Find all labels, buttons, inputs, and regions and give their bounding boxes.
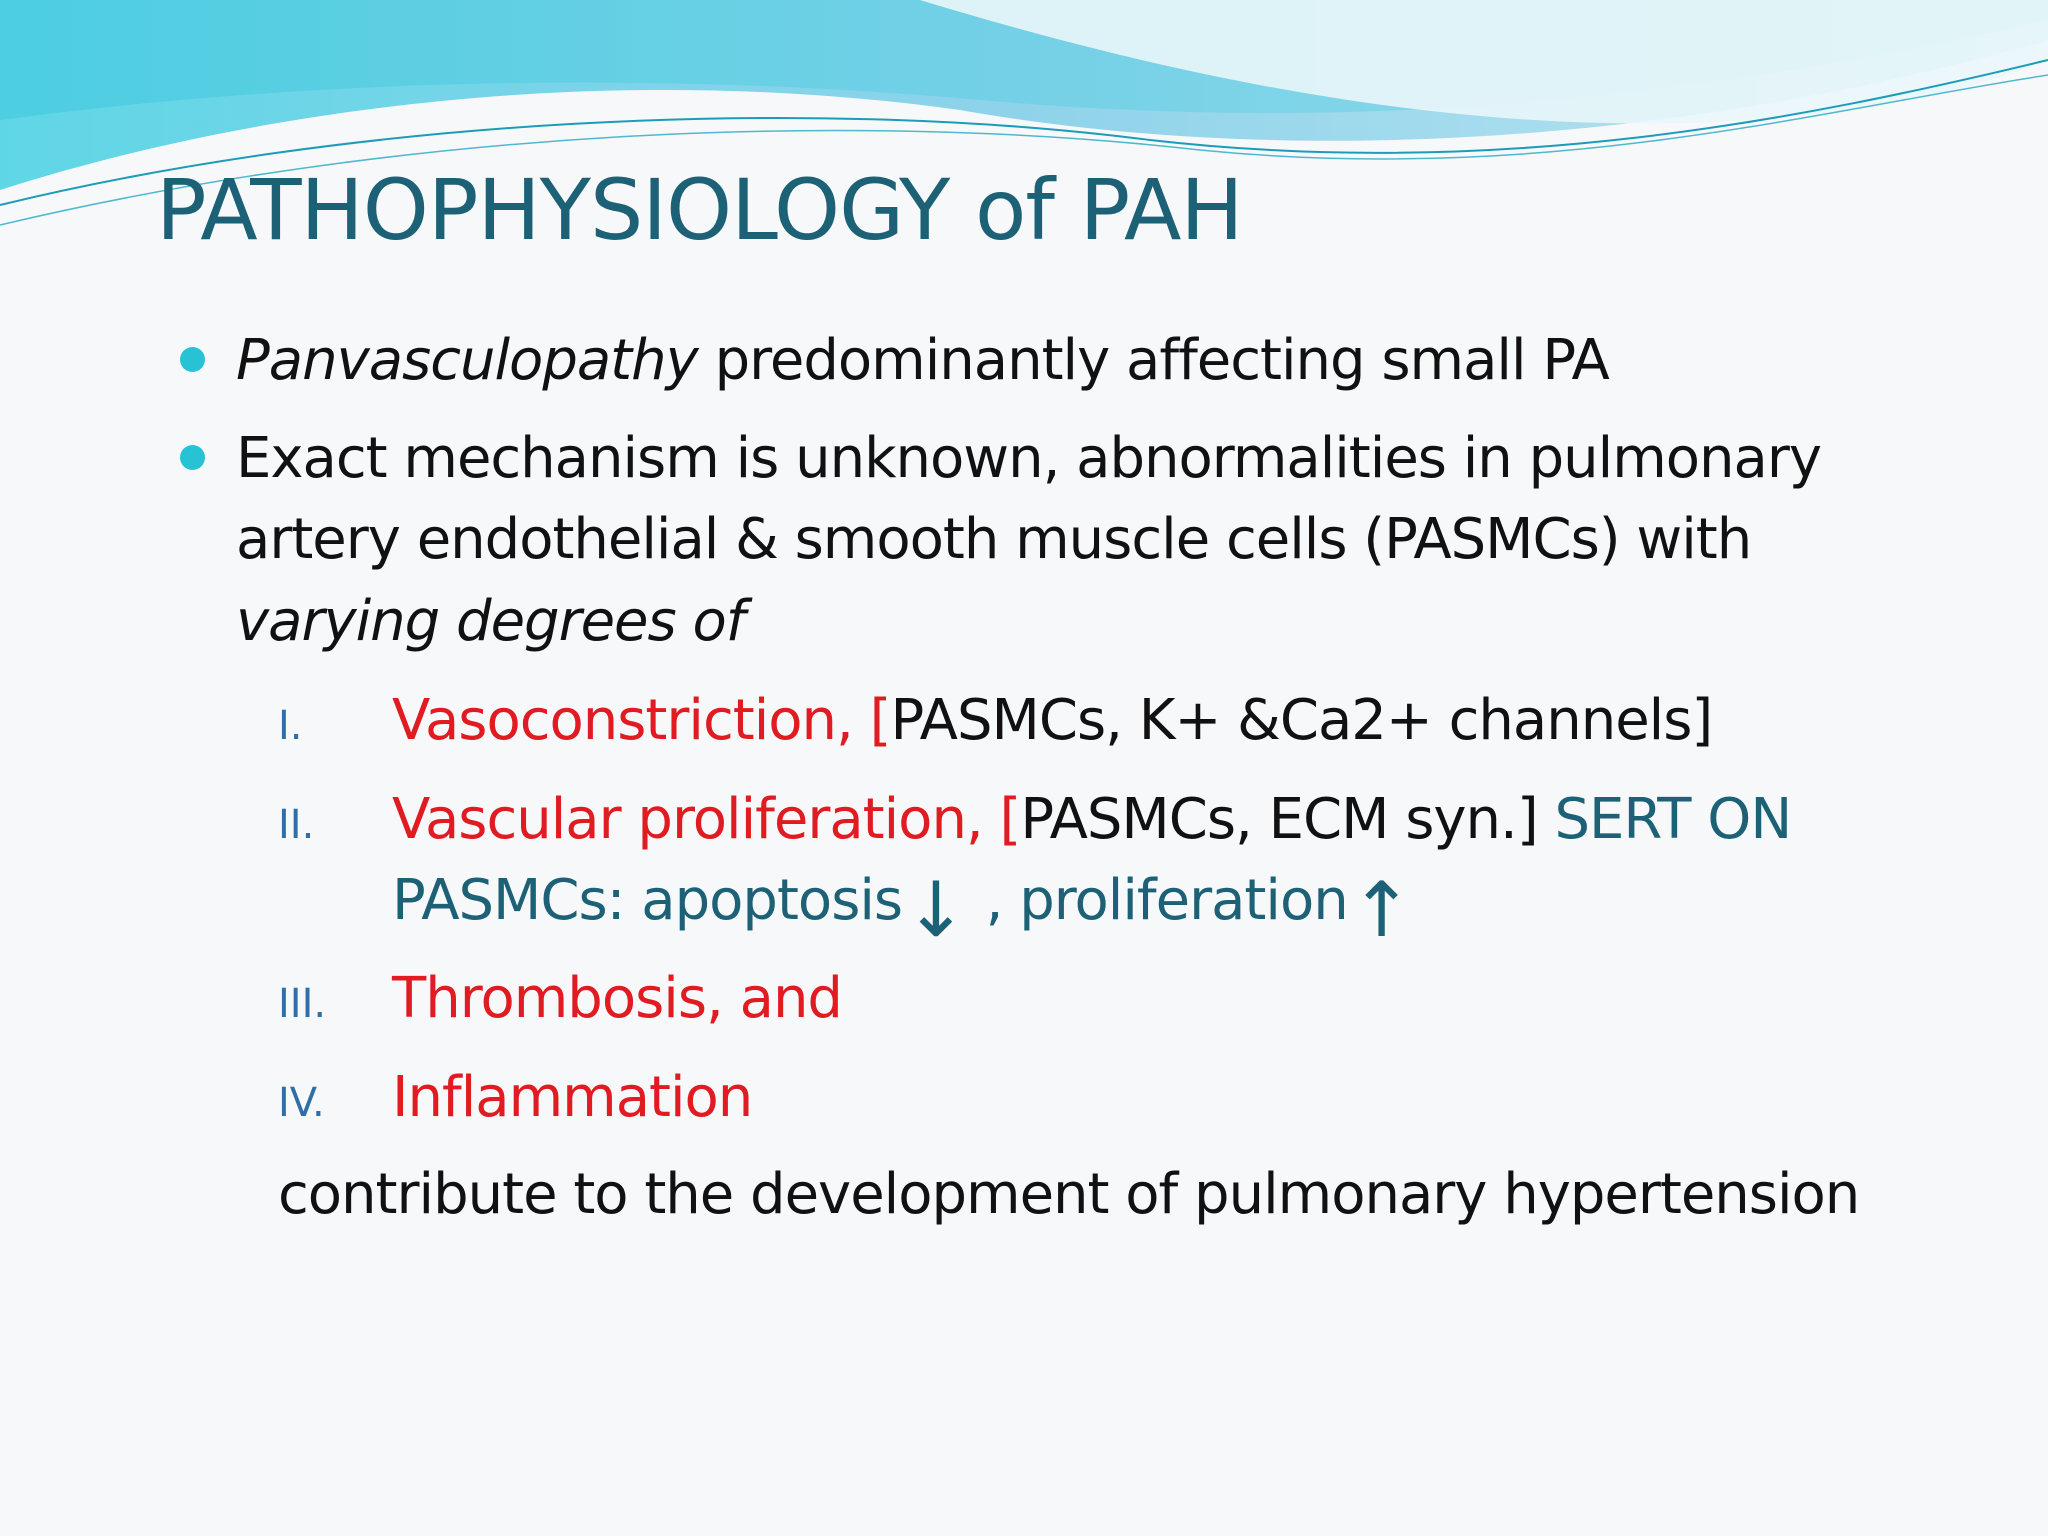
- arrow-down-icon: ↓: [904, 864, 967, 954]
- conclusion-text: contribute to the development of pulmonary hypertension: [278, 1162, 1860, 1227]
- sublist-numeral-1: I.: [278, 703, 303, 749]
- apoptosis-text: PASMCs: apoptosis: [392, 868, 903, 933]
- sublist-item-1: [392, 688, 1713, 753]
- bullet-item-1: [236, 328, 1609, 393]
- sublist-2-note-line-2: [392, 864, 1414, 954]
- sublist-2-note-line-1: SERT ON: [1554, 787, 1792, 852]
- bullet-2-emphasis: varying degrees of: [236, 589, 745, 654]
- bullet-2-line-3: [236, 589, 745, 654]
- sublist-numeral-3: III.: [278, 981, 327, 1027]
- arrow-up-icon: ↑: [1349, 864, 1413, 954]
- slide-title: PATHOPHYSIOLOGY of PAH: [156, 161, 1243, 259]
- bullet-2-line-1: Exact mechanism is unknown, abnormalities in pulmonary: [236, 426, 1821, 491]
- sublist-item-4: Inflammation: [392, 1065, 753, 1130]
- bullet-dot-icon: [180, 347, 205, 372]
- sublist-1-term: Vasoconstriction, [: [392, 688, 891, 753]
- sublist-item-2: [392, 787, 1792, 852]
- sublist-numeral-2: II.: [278, 802, 315, 848]
- sublist-1-detail: PASMCs, K+ &Ca2+ channels]: [890, 688, 1713, 753]
- sublist-item-3: Thrombosis, and: [392, 966, 842, 1031]
- bullet-dot-icon: [180, 445, 205, 470]
- bullet-2-line-2: artery endothelial & smooth muscle cells (PASMCs) with: [236, 507, 1752, 572]
- sublist-numeral-4: IV.: [278, 1080, 325, 1126]
- bullet-1-emphasis: Panvasculopathy: [236, 328, 698, 393]
- sublist-2-term: Vascular proliferation, [: [392, 787, 1021, 852]
- bullet-1-text: predominantly affecting small PA: [697, 328, 1609, 393]
- sublist-2-detail: PASMCs, ECM syn.]: [1020, 787, 1538, 852]
- proliferation-text: , proliferation: [968, 868, 1348, 933]
